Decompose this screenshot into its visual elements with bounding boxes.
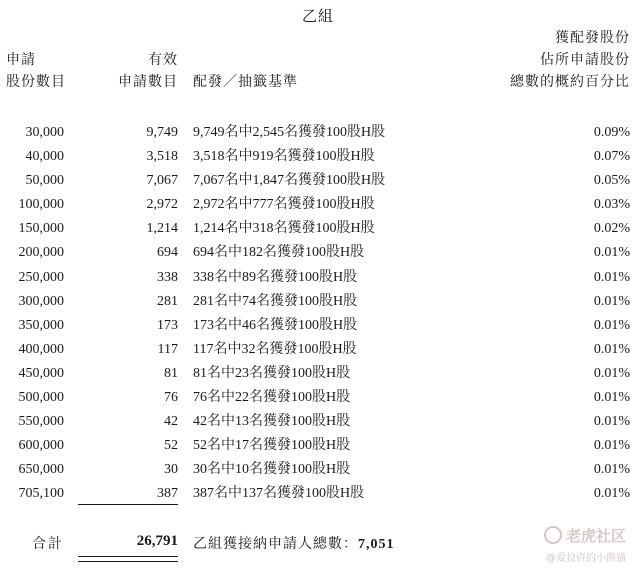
table-title: 乙組 (301, 7, 334, 25)
cell-shares: 300,000 (18, 293, 64, 309)
cell-shares: 40,000 (25, 149, 64, 165)
cell-shares: 500,000 (18, 390, 64, 406)
cell-shares: 400,000 (18, 341, 64, 357)
cell-valid-applications: 1,214 (146, 221, 178, 237)
allotment-table-body (0, 121, 636, 507)
cell-valid-applications: 2,972 (146, 197, 178, 213)
table-row (0, 121, 636, 145)
table-row (0, 410, 636, 434)
cell-valid-applications: 9,749 (146, 125, 178, 140)
header-valid-applications (112, 49, 178, 93)
table-row (0, 217, 636, 241)
cell-valid-applications: 76 (164, 390, 178, 406)
cell-valid-applications: 81 (164, 365, 178, 381)
header-line: 總數的概約百分比 (510, 74, 630, 90)
cell-allotment-basis: 1,214名中318名獲發100股H股 (193, 221, 375, 237)
cell-percentage: 0.01% (593, 317, 630, 333)
cell-allotment-basis: 7,067名中1,847名獲發100股H股 (193, 173, 386, 189)
cell-valid-applications: 30 (164, 462, 178, 478)
tiger-logo-icon (544, 526, 562, 544)
cell-shares: 100,000 (18, 197, 64, 213)
cell-allotment-basis: 173名中46名獲發100股H股 (193, 317, 358, 333)
watermark-handle: @爱投资的小熊猫 (546, 553, 626, 564)
table-row (0, 458, 636, 482)
table-row (0, 362, 636, 386)
cell-valid-applications: 3,518 (146, 149, 178, 165)
table-row (0, 482, 636, 506)
total-double-rule (78, 556, 178, 562)
cell-valid-applications: 173 (157, 317, 178, 333)
total-applicants (193, 533, 395, 553)
header-line: 股份數目 (6, 74, 66, 90)
cell-percentage: 0.01% (593, 390, 630, 406)
cell-valid-applications: 281 (157, 293, 178, 309)
table-row (0, 193, 636, 217)
cell-allotment-basis: 2,972名中777名獲發100股H股 (193, 197, 375, 213)
cell-shares: 50,000 (25, 173, 64, 189)
header-line: 有效 (148, 52, 178, 68)
cell-allotment-basis: 117名中32名獲發100股H股 (193, 341, 357, 357)
header-line: 申請數目 (118, 74, 178, 90)
watermark-logo (544, 525, 626, 546)
cell-percentage: 0.01% (593, 341, 630, 357)
cell-allotment-basis: 52名中17名獲發100股H股 (193, 438, 351, 454)
cell-shares: 600,000 (18, 438, 64, 454)
cell-percentage: 0.01% (593, 365, 630, 381)
header-line: 申請 (6, 52, 36, 68)
cell-percentage: 0.01% (593, 486, 630, 502)
table-row (0, 169, 636, 193)
cell-shares: 705,100 (18, 486, 64, 502)
cell-shares: 150,000 (18, 221, 64, 237)
cell-percentage: 0.09% (593, 125, 630, 140)
header-line: 佔所申請股份 (540, 52, 630, 68)
cell-percentage: 0.03% (593, 197, 630, 213)
cell-shares: 550,000 (18, 414, 64, 430)
cell-shares: 30,000 (25, 125, 64, 140)
cell-shares: 350,000 (18, 317, 64, 333)
cell-percentage: 0.01% (593, 438, 630, 454)
total-value: 26,791 (136, 533, 178, 549)
table-row (0, 145, 636, 169)
cell-valid-applications: 117 (157, 341, 178, 357)
cell-valid-applications: 42 (164, 414, 178, 430)
cell-allotment-basis: 338名中89名獲發100股H股 (193, 269, 358, 285)
subtotal-rule (78, 504, 178, 505)
header-line: 獲配發股份 (555, 30, 630, 46)
table-row (0, 241, 636, 265)
cell-allotment-basis: 3,518名中919名獲發100股H股 (193, 149, 375, 165)
cell-percentage: 0.05% (593, 173, 630, 189)
cell-shares: 450,000 (18, 365, 64, 381)
cell-shares: 200,000 (18, 245, 64, 261)
total-applicants-label: 乙組獲接納申請人總數： (193, 536, 358, 552)
cell-allotment-basis: 694名中182名獲發100股H股 (193, 245, 365, 261)
cell-allotment-basis: 81名中23名獲發100股H股 (193, 365, 351, 381)
cell-allotment-basis: 76名中22名獲發100股H股 (193, 390, 351, 406)
header-allotment-basis: 配發／抽籤基準 (193, 74, 298, 90)
header-allotment-percentage (510, 27, 630, 93)
cell-valid-applications: 52 (164, 438, 178, 454)
cell-percentage: 0.02% (593, 221, 630, 237)
cell-valid-applications: 694 (157, 245, 178, 261)
table-row (0, 386, 636, 410)
table-row (0, 314, 636, 338)
cell-valid-applications: 338 (157, 269, 178, 285)
cell-allotment-basis: 42名中13名獲發100股H股 (193, 414, 351, 430)
cell-valid-applications: 7,067 (146, 173, 178, 189)
cell-allotment-basis: 387名中137名獲發100股H股 (193, 486, 365, 502)
cell-shares: 650,000 (18, 462, 64, 478)
table-row (0, 290, 636, 314)
cell-percentage: 0.01% (593, 414, 630, 430)
header-shares-applied (6, 49, 66, 93)
table-row (0, 266, 636, 290)
cell-percentage: 0.07% (593, 149, 630, 165)
cell-shares: 250,000 (18, 269, 64, 285)
watermark (544, 525, 626, 564)
watermark-logo-text: 老虎社区 (565, 527, 626, 545)
cell-percentage: 0.01% (593, 269, 630, 285)
cell-allotment-basis: 281名中74名獲發100股H股 (193, 293, 358, 309)
cell-allotment-basis: 30名中10名獲發100股H股 (193, 462, 351, 478)
table-row (0, 338, 636, 362)
cell-percentage: 0.01% (593, 293, 630, 309)
total-label: 合計 (32, 536, 64, 552)
cell-valid-applications: 387 (157, 486, 178, 502)
cell-allotment-basis: 9,749名中2,545名獲發100股H股 (193, 125, 386, 140)
table-row (0, 434, 636, 458)
total-applicants-value: 7,051 (358, 537, 395, 552)
cell-percentage: 0.01% (593, 245, 630, 261)
cell-percentage: 0.01% (593, 462, 630, 478)
